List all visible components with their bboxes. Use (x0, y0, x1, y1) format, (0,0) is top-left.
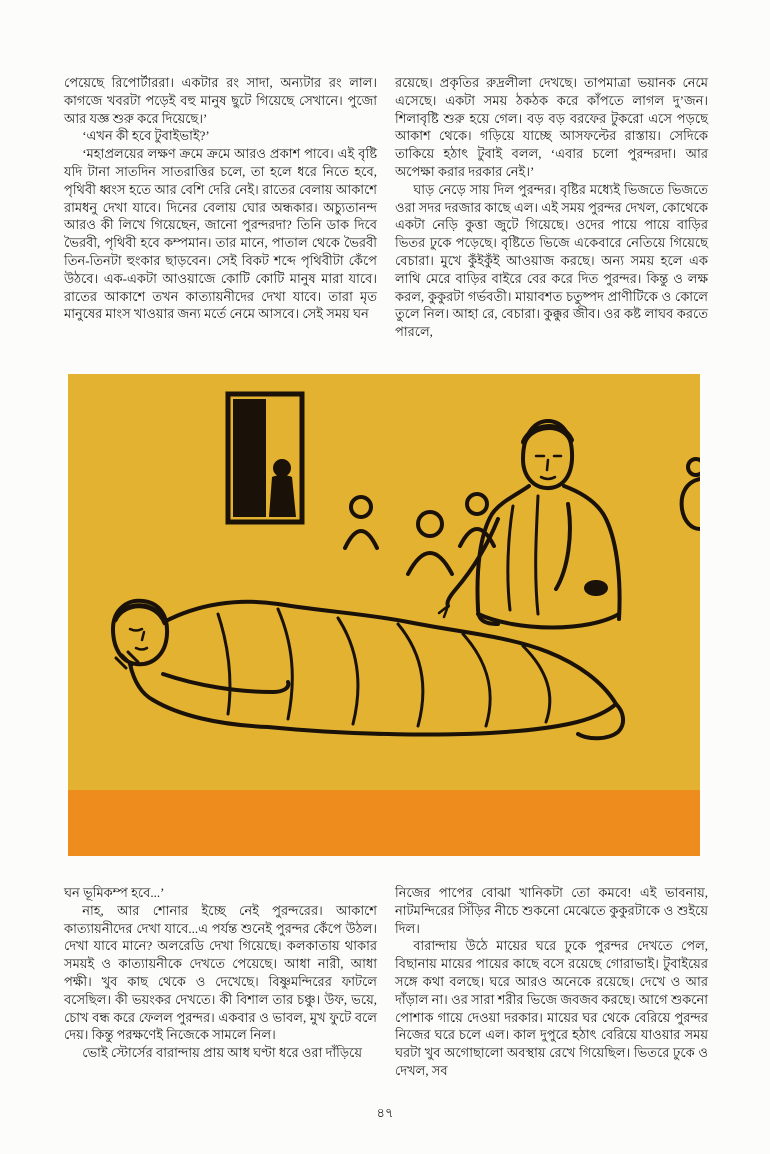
paragraph: নাহ, আর শোনার ইচ্ছে নেই পুরন্দরের। আকাশে কাত্যায়নীদের দেখা যাবে...এ পর্যন্ত শুনেই পুরন্দর কেঁপে উঠল। দেখা যাবে মানে? অলরেডি দেখা গিয়েছে। কলকাতায় থাকার সময়ই ও কাত্যায়নীকে দেখতে পেয়েছে। আধা নারী, আধা পক্ষী। খুব কাছ থেকে ও দেখেছে। বিষ্ণুমন্দিরের ফাটলে বসেছিল। কী ভয়ংকর দেখতে। কী বিশাল তার চঞ্চু। উফ, ভয়ে, চোখ বন্ধ করে ফেলল পুরন্দর। একবার ও ভাবল, মুখ ফুটে বলে দেয়। কিন্তু পরক্ষণেই নিজেকে সামলে নিল। (64, 902, 377, 1043)
paragraph: নিজের পাপের বোঝা খানিকটা তো কমবে! এই ভাবনায়, নাটমন্দিরের সিঁড়ির নীচে শুকনো মেঝেতে কুকুরটাকে ও শুইয়ে দিল। (395, 885, 708, 936)
paragraph: ঘন ভূমিকম্প হবে...’ (64, 885, 165, 900)
paragraph: পেয়েছে রিপোর্টাররা। একটার রং সাদা, অন্যটার রং লাল। কাগজে খবরটা পড়েই বহু মানুষ ছুটে গিয়েছে সেখানে। পুজো আর যজ্ঞ শুরু করে দিয়েছে।’ (64, 75, 377, 126)
text-column-top-right (395, 74, 708, 341)
illustration-canvas (68, 374, 700, 856)
paragraph: রয়েছে। প্রকৃতির রুদ্রলীলা দেখছে। তাপমাত্রা ভয়ানক নেমে এসেছে। একটা সময় ঠকঠক করে কাঁপতে লাগল দু’জন। শিলাবৃষ্টি শুরু হয়ে গেল। বড় বড় বরফের টুকরো এসে পড়ছে আকাশ থেকে। গড়িয়ে যাচ্ছে আসফল্টের রাস্তায়। সেদিকে তাকিয়ে হঠাৎ টুবাই বলল, ‘এবার চলো পুরন্দরদা। আর অপেক্ষা করার দরকার নেই।’ (395, 75, 708, 179)
bottom-text-block (64, 884, 708, 1080)
story-illustration (68, 374, 700, 856)
text-column-bottom-left (64, 884, 377, 1080)
text-column-bottom-right (395, 884, 708, 1080)
paragraph: ঘাড় নেড়ে সায় দিল পুরন্দর। বৃষ্টির মধ্যেই ভিজতে ভিজতে ওরা সদর দরজার কাছে এল। এই সময় পুরন্দর দেখল, কোথেকে একটা নেড়ি কুত্তা জুটে গিয়েছে। ওদের পায়ে পায়ে বাড়ির ভিতর ঢুকে পড়েছে। বৃষ্টিতে ভিজে একেবারে নেতিয়ে গিয়েছে বেচারা। মুখে কুঁইকুঁই আওয়াজ করছে। অন্য সময় হলে এক লাথি মেরে বাড়ির বাইরে বের করে দিত পুরন্দর। কিন্তু ও লক্ষ করল, কুকুরটা গর্ভবতী। মায়াবশত চতুষ্পদ প্রাণীটিকে ও কোলে তুলে নিল। আহা রে, বেচারা। কুক্কুর জীব। ওর কষ্ট লাঘব করতে পারলে, (395, 181, 708, 340)
paragraph: ‘এখন কী হবে টুবাইভাই?’ (82, 128, 210, 144)
paragraph: ‘মহাপ্রলয়ের লক্ষণ ক্রমে ক্রমে আরও প্রকাশ পাবে। এই বৃষ্টি যদি টানা সাতদিন সাতরাত্তির চলে, তা হলে ধরে নিতে হবে, পৃথিবী ধ্বংস হতে আর বেশি দেরি নেই। রাতের বেলায় আকাশে রামধনু দেখা যাবে। দিনের বেলায় ঘোর অন্ধকার। অচ্যুতানন্দ আরও কী লিখে গিয়েছেন, জানো পুরন্দরদা? তিনি ডাক দিবে ভৈরবী, পৃথিবী হবে কম্পমান। তার মানে, পাতাল থেকে ভৈরবী তিন-তিনটা হুংকার ছাড়বেন। সেই বিকট শব্দে পৃথিবীটা কেঁপে উঠবে। এক-একটা আওয়াজে কোটি কোটি মানুষ মারা যাবে। রাতের আকাশে তখন কাত্যায়নীদের দেখা যাবে। তারা মৃত মানুষের মাংস খাওয়ার জন্য মর্তে নেমে আসবে। সেই সময় ঘন (64, 146, 377, 322)
paragraph: ভোই স্টোর্সের বারান্দায় প্রায় আধ ঘণ্টা ধরে ওরা দাঁড়িয়ে (82, 1045, 363, 1061)
top-text-block (64, 74, 708, 341)
text-column-top-left (64, 74, 377, 341)
illustration-floor-strip (68, 790, 700, 856)
page-number: ৪৭ (376, 1105, 394, 1120)
paragraph: বারান্দায় উঠে মায়ের ঘরে ঢুকে পুরন্দর দেখতে পেল, বিছানায় মায়ের পায়ের কাছে বসে রয়েছে গোরাভাই। টুবাইয়ের সঙ্গে কথা বলছে। ঘরে আরও অনেকে রয়েছে। দেখে ও আর দাঁড়াল না। ওর সারা শরীর ভিজে জবজব করছে। আগে শুকনো পোশাক গায়ে দেওয়া দরকার। মায়ের ঘর থেকে বেরিয়ে পুরন্দর নিজের ঘরে চলে এল। কাল দুপুরে হঠাৎ বেরিয়ে যাওয়ার সময় ঘরটা খুব অগোছালো অবস্থায় রেখে গিয়েছিল। ভিতরে ঢুকে ও দেখল, সব (395, 938, 708, 1078)
